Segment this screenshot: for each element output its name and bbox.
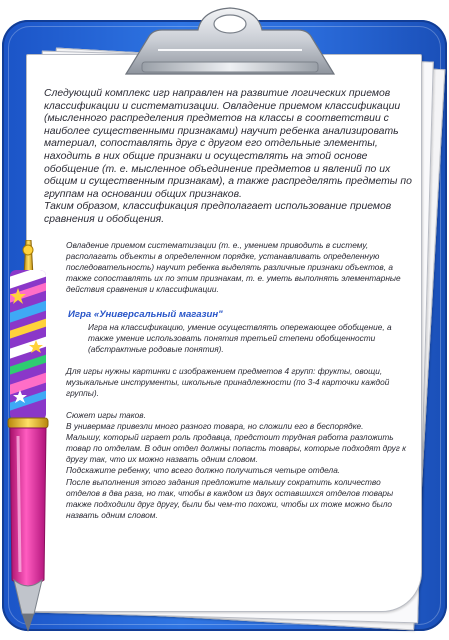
intro-conclusion: Таким образом, классификация предполагает использование приемов сравнения и обобщения. (44, 201, 392, 225)
game-materials: Для игры нужны картинки с изображением предметов 4 групп: фрукты, овощи, музыкальные инструменты, школьные принадлежности (по 3-4 карточки каждой группы). (66, 366, 390, 399)
decorated-pen-icon (0, 240, 58, 635)
plot-line: Малышу, который играет роль продавца, предстоит трудная работа разложить товар по отделам. В один отдел должны попасть товары, которые подходят друг к другу так, что их можно назвать одним словом. (66, 432, 407, 465)
clipboard-clip-icon (118, 0, 342, 78)
plot-line: После выполнения этого задания предложите малышу сократить количество отделов в два раза, но так, чтобы в каждом из двух оставшихся отделов товары также подходили друг другу, были бы чем-то похожи, чтобы их тоже можно было назвать одним словом. (66, 476, 394, 520)
game-goal (66, 322, 416, 355)
game-title: Игра «Универсальный магазин" (68, 309, 223, 320)
game-plot (66, 410, 416, 521)
systematization-paragraph: Овладение приемом систематизации (т. е., умением приводить в систему, располагать объекты в определенном порядке, устанавливать определенную последовательность) научит ребенка выделять различные признаки объектов, а также сопоставлять их по этим признакам, т. е. уметь выполнять элементарные действия сравнения и классификации. (66, 240, 401, 295)
game-goal-text: Игра на классификацию, умение осуществлять опережающее обобщение, а также умение использовать понятия третьей степени обобщенности (абстрактные родовые понятия). (88, 322, 392, 355)
intro-text (44, 88, 414, 227)
plot-heading: Сюжет игры таков. (66, 410, 146, 420)
plot-line: В универмаг привезли много разного товара, но сложили его в беспорядке. (66, 421, 364, 432)
intro-paragraph: Следующий комплекс игр направлен на развитие логических приемов классификации и систематизации. Овладение приемом классификации (мысленного распределения предметов на классы в соответствии с наиболее существенными признаками) научит ребенка анализировать материал, сопоставлять друг с другом его отдельные элементы, находить в них общие признаки и осуществлять на этой основе обобщение (т. е. мысленное объединение предметов и явлений по их общим и существенным признакам), а также распределять предметы по группам на основании общих признаков. (44, 88, 412, 200)
plot-line: Подскажите ребенку, что всего должно получиться четыре отдела. (66, 465, 341, 476)
